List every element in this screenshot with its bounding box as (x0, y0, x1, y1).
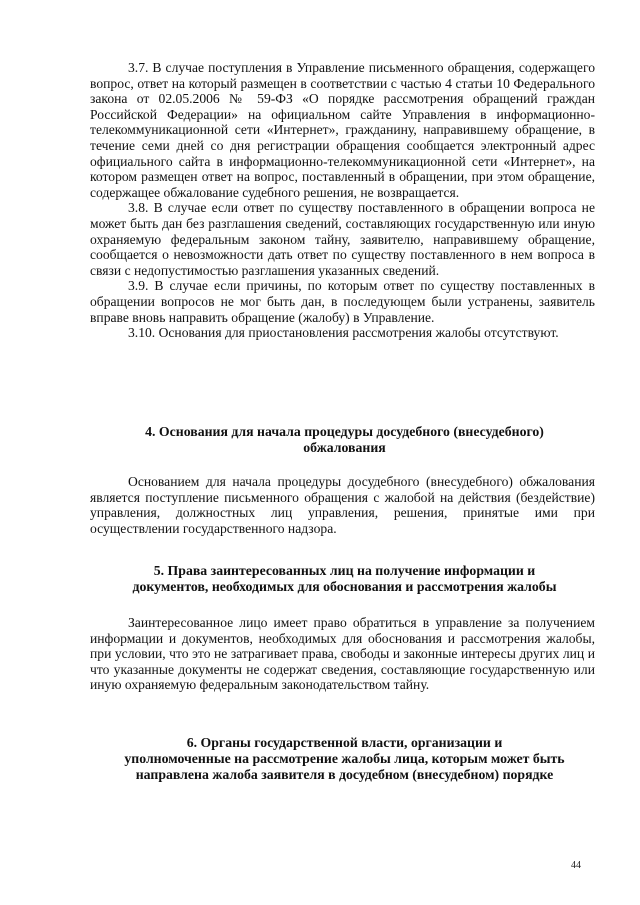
section-5-body (90, 615, 595, 693)
paragraph-3-9: 3.9. В случае если причины, по которым ответ по существу поставленных в обращении вопросов не мог быть дан, в последующем были устранены, заявитель вправе вновь направить обращение (жалобу) в Управление. (90, 278, 595, 325)
section-3-continued (90, 60, 595, 341)
paragraph-3-7: 3.7. В случае поступления в Управление письменного обращения, содержащего вопрос, ответ на который размещен в соответствии с частью 4 статьи 10 Федерального закона от 02.05.2006 № 59-ФЗ «О порядке рассмотрения обращений граждан Российской Федерации» на официальном сайте Управления в информационно-телекоммуникационной сети «Интернет», гражданину, направившему обращение, в течение семи дней со дня регистрации обращения сообщается электронный адрес официального сайта в информационно-телекоммуникационной сети «Интернет», на котором размещен ответ на вопрос, поставленный в обращении, при этом обращение, содержащее обжалование судебного решения, не возвращается. (90, 60, 595, 200)
heading-5-line-1: 5. Права заинтересованных лиц на получение информации и (153, 563, 536, 578)
paragraph-3-8: 3.8. В случае если ответ по существу поставленного в обращении вопроса не может быть дан без разглашения сведений, составляющих государственную или иную охраняемую федеральным законом тайну, заявителю, направившему обращение, сообщается о невозможности дать ответ по существу поставленного в нем вопроса в связи с недопустимостью разглашения указанных сведений. (90, 200, 595, 278)
heading-section-5 (92, 563, 597, 595)
heading-6-line-2: уполномоченные на рассмотрение жалобы лица, которым может быть (124, 751, 565, 766)
page-number: 44 (571, 860, 581, 871)
heading-section-6 (92, 735, 597, 783)
heading-5-line-2: документов, необходимых для обоснования и рассмотрения жалобы (132, 579, 557, 594)
paragraph-5: Заинтересованное лицо имеет право обратиться в управление за получением информации и документов, необходимых для обоснования и рассмотрения жалобы, при условии, что это не затрагивает права, свободы и законные интересы других лиц и что указанные документы не содержат сведения, составляющие государственную или иную охраняемую федеральным законодательством тайну. (90, 615, 595, 693)
heading-6-line-3: направлена жалоба заявителя в досудебном (внесудебном) порядке (135, 767, 554, 782)
paragraph-4: Основанием для начала процедуры досудебного (внесудебного) обжалования является поступление письменного обращения с жалобой на действия (бездействие) управления, должностных лиц управления, решения, принятые ими при осуществлении государственного надзора. (90, 474, 595, 536)
paragraph-3-10: 3.10. Основания для приостановления рассмотрения жалобы отсутствуют. (128, 325, 559, 341)
heading-6-line-1: 6. Органы государственной власти, организации и (186, 735, 503, 750)
heading-section-4 (92, 424, 597, 456)
heading-4-line-1: 4. Основания для начала процедуры досудебного (внесудебного) (145, 424, 544, 439)
heading-4-line-2: обжалования (303, 440, 386, 455)
section-4-body (90, 474, 595, 536)
